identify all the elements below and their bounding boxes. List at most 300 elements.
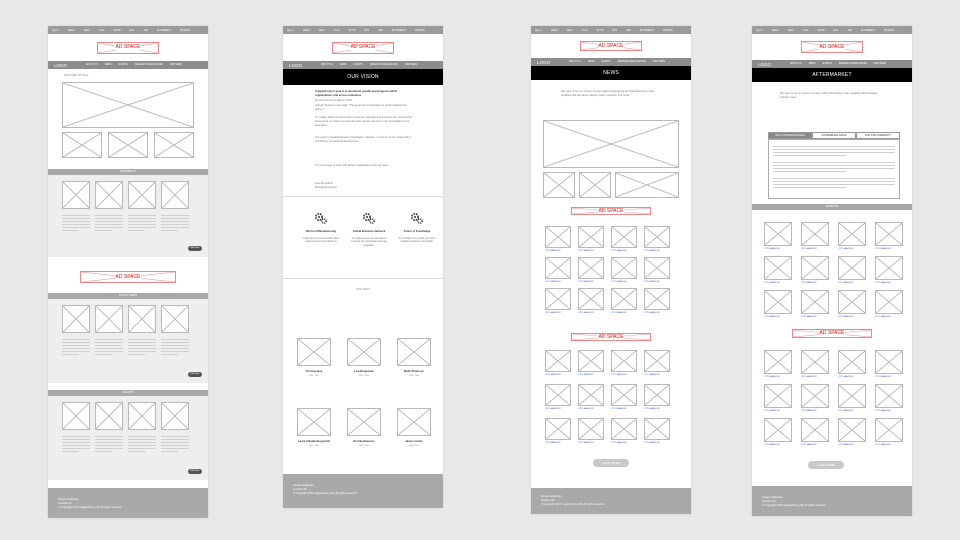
nav-item[interactable]: JOB (847, 28, 852, 32)
nav-item[interactable]: PRICING (414, 28, 425, 32)
text-line (95, 339, 123, 340)
text-line (161, 448, 189, 449)
footer-copyright: © Copyright 2019 Copperthorny AB | All rights reserved (762, 504, 826, 507)
article-image[interactable] (801, 290, 829, 314)
article-image[interactable] (545, 350, 571, 372)
card-image[interactable] (62, 181, 90, 209)
text-line (95, 351, 123, 352)
article-image[interactable] (875, 350, 903, 374)
text-line (161, 439, 189, 440)
article-tag[interactable]: #TITLEARROW (611, 442, 627, 444)
footer-contact[interactable]: Contact info (58, 502, 72, 505)
article-image[interactable] (801, 418, 829, 442)
nav-item[interactable]: FREE (771, 28, 779, 32)
text-line (773, 184, 895, 185)
article-image[interactable] (801, 256, 829, 280)
text-line (161, 215, 189, 216)
article-image[interactable] (644, 384, 670, 406)
text-line (128, 227, 156, 228)
text-line (128, 436, 156, 437)
article-image[interactable] (838, 350, 866, 374)
wireframe-home (48, 26, 208, 518)
article-image[interactable] (801, 222, 829, 246)
team-photo[interactable] (297, 338, 331, 366)
text-line (62, 339, 90, 340)
page-title: NEWS (531, 66, 691, 80)
text-line (62, 445, 90, 446)
nav-item[interactable]: FREE (302, 28, 310, 32)
nav-item[interactable]: sign in (52, 28, 59, 32)
team-member-role: CEO, Title (409, 375, 419, 377)
footer-contact[interactable]: Contact info (293, 488, 307, 491)
article-image[interactable] (611, 257, 637, 279)
nav-item[interactable]: SHOP (348, 28, 356, 32)
nav-item[interactable]: EVE (364, 28, 370, 32)
team-member-name: Laura Claudia Bergström (297, 440, 331, 443)
vision-paragraph: On a daily basis we strive hard to improve, develop and innovate our conferences and events. In order to ensure the best results, we rely on the knowledge of our attendees. (315, 116, 412, 127)
article-image[interactable] (875, 222, 903, 246)
nav-item[interactable]: EVE (833, 28, 839, 32)
article-image[interactable] (764, 256, 792, 280)
article-image[interactable] (764, 350, 792, 374)
article-tag[interactable]: #TITLEARROW (875, 316, 891, 318)
menu-item[interactable]: NEWS (104, 64, 112, 66)
sub-article-image[interactable] (108, 132, 148, 158)
events-section (48, 390, 208, 480)
card-image[interactable] (161, 181, 189, 209)
article-image[interactable] (875, 384, 903, 408)
article-image[interactable] (644, 350, 670, 372)
article-tag[interactable]: #TITLEARROW (838, 316, 854, 318)
menu-item[interactable]: EVENTS (822, 63, 832, 65)
menu-item[interactable]: RESEARCH/RESOURCES (369, 64, 398, 66)
menu-item[interactable]: NEWS (587, 61, 595, 63)
ad-row (48, 267, 208, 287)
ad-space[interactable] (801, 41, 863, 53)
team-photo[interactable] (297, 408, 331, 436)
ad-label: AD SPACE (115, 44, 141, 50)
article-tag[interactable]: #TITLEARROW (611, 281, 627, 283)
nav-item[interactable]: sign in (535, 28, 542, 32)
tab-join-community[interactable]: JOIN THE COMMUNITY (856, 132, 900, 139)
article-tag[interactable]: #TITLEARROW (644, 408, 660, 410)
page-title: AFTERMARKET (752, 68, 912, 82)
article-image[interactable] (611, 350, 637, 372)
article-image[interactable] (875, 256, 903, 280)
ad-space[interactable] (792, 329, 872, 338)
article-image[interactable] (838, 256, 866, 280)
text-line (128, 345, 156, 346)
article-tag[interactable]: #TITLEARROW (545, 374, 561, 376)
team-member-role: CEO, Title (309, 445, 319, 447)
article-tag[interactable]: #TITLEARROW (875, 376, 891, 378)
text-line (62, 342, 90, 343)
nav-item[interactable]: sign in (287, 28, 294, 32)
article-image[interactable] (838, 418, 866, 442)
article-image[interactable] (801, 384, 829, 408)
article-tag[interactable]: #TITLEARROW (644, 374, 660, 376)
text-line (161, 230, 178, 231)
article-tag[interactable]: #TITLEARROW (764, 444, 780, 446)
article-image[interactable] (644, 288, 670, 310)
article-tag[interactable]: #TITLEARROW (644, 281, 660, 283)
footer-social[interactable]: Social media links (762, 496, 783, 499)
ad-space[interactable] (571, 207, 651, 215)
menu-item[interactable]: ABOUT US (569, 61, 581, 63)
nav-item[interactable]: JOB (143, 28, 148, 32)
nav-item[interactable]: SPEC (566, 28, 573, 32)
logo-bar (48, 61, 208, 69)
nav-item[interactable]: TALK (98, 28, 105, 32)
menu-item[interactable]: RESEARCH/RESOURCES (838, 63, 867, 65)
load-more-button[interactable]: LOAD MORE (593, 459, 629, 467)
text-line (773, 168, 895, 169)
article-tag[interactable]: #TITLEARROW (545, 281, 561, 283)
featured-news-image[interactable] (543, 120, 679, 168)
article-image[interactable] (838, 222, 866, 246)
nav-item[interactable]: FREE (67, 28, 75, 32)
view-all-button[interactable]: VIEW ALL (188, 372, 202, 377)
team-member-name: Lisa Bergström (354, 370, 374, 373)
nav-item[interactable]: PRICING (179, 28, 190, 32)
nav-item[interactable]: ECOMMENT (391, 28, 406, 32)
text-line (95, 221, 123, 222)
section-label: ARTICLES (752, 204, 912, 210)
text-line (95, 348, 123, 349)
article-image[interactable] (578, 384, 604, 406)
article-image[interactable] (578, 226, 604, 248)
ad-space[interactable] (80, 271, 176, 283)
text-line (62, 221, 90, 222)
card-image[interactable] (95, 305, 123, 333)
article-tag[interactable]: #TITLEARROW (578, 281, 594, 283)
article-image[interactable] (545, 288, 571, 310)
card-image[interactable] (128, 305, 156, 333)
article-image[interactable] (611, 226, 637, 248)
article-image[interactable] (578, 288, 604, 310)
card-image[interactable] (62, 402, 90, 430)
menu-item[interactable]: PARTNERS (873, 63, 887, 65)
feature-text: Copperthorny is the specialist within engineering and manufacturing. (302, 238, 340, 244)
article-tag[interactable]: #TITLEARROW (764, 248, 780, 250)
article-tag[interactable]: #TITLEARROW (578, 442, 594, 444)
menu-item[interactable]: EVENTS (601, 61, 611, 63)
menu-item[interactable]: NEWS (808, 63, 816, 65)
footer (531, 488, 691, 514)
text-line (95, 439, 123, 440)
article-tag[interactable]: #TITLEARROW (801, 316, 817, 318)
text-line (773, 178, 895, 179)
text-line (62, 351, 90, 352)
article-tag[interactable]: #TITLEARROW (545, 312, 561, 314)
article-tag[interactable]: #TITLEARROW (578, 374, 594, 376)
article-image[interactable] (578, 350, 604, 372)
top-nav (48, 26, 208, 34)
text-line (95, 224, 123, 225)
article-image[interactable] (838, 290, 866, 314)
featured-image[interactable] (62, 82, 194, 128)
article-tag[interactable]: #TITLEARROW (764, 410, 780, 412)
aftermarket-intro: We want to be our source of news within Aftermarket. Stay updated with the latest industry news. (780, 92, 878, 99)
article-image[interactable] (611, 418, 637, 440)
nav-item[interactable]: TALK (333, 28, 340, 32)
vision-paragraph: Our event is headquartered in Stockholm, Sweden, in one of our key cities with a rich history of industrial development. (315, 136, 412, 143)
card-image[interactable] (62, 305, 90, 333)
latest-news-section (48, 293, 208, 383)
news-image[interactable] (615, 172, 679, 198)
text-line (161, 348, 189, 349)
wireframe-aftermarket (752, 26, 912, 516)
text-line (95, 448, 123, 449)
text-line (62, 345, 90, 346)
news-blog-section (48, 169, 208, 257)
nav-item[interactable]: SHOP (113, 28, 121, 32)
nav-item[interactable]: EVE (129, 28, 135, 32)
article-tag[interactable]: #TITLEARROW (801, 282, 817, 284)
nav-item[interactable]: sign in (756, 28, 763, 32)
article-tag[interactable]: #TITLEARROW (838, 376, 854, 378)
ad-header (48, 34, 208, 61)
team-member-name: Thomas Ipsa (305, 370, 323, 373)
news-image[interactable] (543, 172, 575, 198)
footer-contact[interactable]: Contact info (541, 499, 555, 502)
article-tag[interactable]: #TITLEARROW (545, 250, 561, 252)
news-image[interactable] (579, 172, 611, 198)
sub-article-image[interactable] (62, 132, 102, 158)
ad-space[interactable] (571, 333, 651, 341)
article-tag[interactable]: #TITLEARROW (801, 410, 817, 412)
team-member-role: CEO, Title (359, 375, 369, 377)
article-tag[interactable]: #TITLEARROW (838, 410, 854, 412)
ad-space[interactable] (580, 41, 642, 51)
article-tag[interactable]: #TITLEARROW (875, 282, 891, 284)
top-nav (752, 26, 912, 34)
logo[interactable]: LOGO (289, 62, 303, 68)
text-line (95, 451, 112, 452)
article-tag[interactable]: #TITLEARROW (578, 408, 594, 410)
card-image[interactable] (161, 402, 189, 430)
article-tag[interactable]: #TITLEARROW (611, 312, 627, 314)
article-tag[interactable]: #TITLEARROW (545, 442, 561, 444)
tab-conference-dates[interactable]: CONFERENCE DATES (812, 132, 856, 139)
article-image[interactable] (545, 226, 571, 248)
article-image[interactable] (611, 384, 637, 406)
text-line (773, 171, 846, 172)
load-more-button[interactable]: LOAD MORE (808, 461, 844, 469)
ad-label: AD SPACE (819, 43, 845, 50)
article-image[interactable] (764, 418, 792, 442)
text-line (128, 354, 145, 355)
tab-solutions[interactable]: SOLUTIONS/RESOURCES (768, 132, 812, 139)
article-tag[interactable]: #TITLEARROW (611, 374, 627, 376)
nav-item[interactable]: PRICING (883, 28, 894, 32)
article-tag[interactable]: #TITLEARROW (545, 408, 561, 410)
menu-item[interactable]: EVENTS (118, 64, 128, 66)
nav-item[interactable]: JOB (626, 28, 631, 32)
article-tag[interactable]: #TITLEARROW (764, 282, 780, 284)
team-photo[interactable] (347, 408, 381, 436)
article-tag[interactable]: #TITLEARROW (611, 250, 627, 252)
article-image[interactable] (644, 257, 670, 279)
article-tag[interactable]: #TITLEARROW (578, 250, 594, 252)
menu-item[interactable]: PARTNERS (652, 61, 666, 63)
text-line (128, 218, 156, 219)
article-tag[interactable]: #TITLEARROW (644, 442, 660, 444)
menu-item[interactable]: RESEARCH/RESOURCES (617, 61, 646, 63)
footer-social[interactable]: Social media links (58, 498, 79, 501)
article-image[interactable] (801, 350, 829, 374)
team-member-name: Malin Petterson (403, 370, 424, 373)
article-image[interactable] (578, 418, 604, 440)
feature-title: Power of Knowledge (403, 230, 431, 233)
feature-text: Our global events and specialized meetings give knowledge base and inspiration. (351, 238, 387, 247)
text-line (95, 345, 123, 346)
nav-item[interactable]: FREE (550, 28, 558, 32)
ad-space[interactable] (97, 42, 159, 54)
footer-social[interactable]: Social media links (293, 484, 314, 487)
text-line (62, 224, 90, 225)
nav-item[interactable]: SPEC (787, 28, 794, 32)
text-line (62, 348, 90, 349)
nav-item[interactable]: TALK (581, 28, 588, 32)
team-photo[interactable] (397, 408, 431, 436)
team-label: OUR TEAM (356, 288, 370, 291)
nav-item[interactable]: SHOP (596, 28, 604, 32)
article-tag[interactable]: #TITLEARROW (875, 444, 891, 446)
article-tag[interactable]: #TITLEARROW (578, 312, 594, 314)
card-image[interactable] (161, 305, 189, 333)
article-image[interactable] (644, 418, 670, 440)
article-image[interactable] (545, 257, 571, 279)
article-tag[interactable]: #TITLEARROW (644, 312, 660, 314)
ad-label: AD SPACE (819, 329, 845, 336)
menu-item[interactable]: ABOUT US (86, 64, 98, 66)
article-image[interactable] (644, 226, 670, 248)
article-image[interactable] (875, 418, 903, 442)
nav-item[interactable]: SHOP (817, 28, 825, 32)
card-image[interactable] (128, 181, 156, 209)
article-tag[interactable]: #TITLEARROW (801, 444, 817, 446)
ad-space[interactable] (332, 42, 394, 54)
nav-item[interactable]: SPEC (318, 28, 325, 32)
nav-item[interactable]: PRICING (662, 28, 673, 32)
view-all-button[interactable]: VIEW ALL (188, 246, 202, 251)
article-image[interactable] (611, 288, 637, 310)
article-tag[interactable]: #TITLEARROW (801, 248, 817, 250)
gear-icon (361, 210, 377, 226)
footer-contact[interactable]: Contact info (762, 500, 776, 503)
ad-row (531, 204, 691, 218)
card-image[interactable] (128, 402, 156, 430)
article-tag[interactable]: #TITLEARROW (764, 316, 780, 318)
text-line (128, 439, 156, 440)
article-tag[interactable]: #TITLEARROW (644, 250, 660, 252)
nav-item[interactable]: ECOMMENT (156, 28, 171, 32)
logo[interactable]: LOGO (537, 59, 551, 65)
article-image[interactable] (545, 418, 571, 440)
text-line (161, 221, 189, 222)
view-all-button[interactable]: VIEW ALL (188, 469, 202, 474)
article-tag[interactable]: #TITLEARROW (875, 248, 891, 250)
article-tag[interactable]: #TITLEARROW (764, 376, 780, 378)
text-line (128, 448, 156, 449)
menu-item[interactable]: ABOUT US (790, 63, 802, 65)
tab-panel (768, 139, 900, 199)
logo-bar (531, 58, 691, 66)
footer-social[interactable]: Social media links (541, 495, 562, 498)
team-member-role: CEO, Title (409, 445, 419, 447)
menu-item[interactable]: RESEARCH/RESOURCES (134, 64, 163, 66)
menu-item[interactable]: PARTNERS (404, 64, 418, 66)
nav-item[interactable]: EVE (612, 28, 618, 32)
article-tag[interactable]: #TITLEARROW (875, 410, 891, 412)
text-line (62, 215, 90, 216)
text-line (161, 442, 189, 443)
ad-row (531, 330, 691, 344)
logo-bar (283, 61, 443, 69)
text-line (95, 445, 123, 446)
text-line (161, 445, 189, 446)
team-photo[interactable] (397, 338, 431, 366)
menu-item[interactable]: ABOUT US (321, 64, 333, 66)
featured-label: FEATURED ARTICLE (64, 74, 89, 77)
menu-item[interactable]: EVENTS (353, 64, 363, 66)
text-line (161, 354, 178, 355)
menu-item[interactable]: NEWS (339, 64, 347, 66)
article-image[interactable] (875, 290, 903, 314)
article-image[interactable] (545, 384, 571, 406)
nav-item[interactable]: JOB (378, 28, 383, 32)
text-line (62, 439, 90, 440)
menu-item[interactable]: PARTNERS (169, 64, 183, 66)
nav-item[interactable]: ECOMMENT (860, 28, 875, 32)
text-line (161, 227, 189, 228)
text-line (161, 339, 189, 340)
sub-article-image[interactable] (154, 132, 194, 158)
card-image[interactable] (95, 402, 123, 430)
logo[interactable]: LOGO (54, 62, 68, 68)
article-tag[interactable]: #TITLEARROW (801, 376, 817, 378)
text-line (62, 436, 90, 437)
footer-copyright: © Copyright 2019 Copperthorny AB | All rights reserved (293, 492, 357, 495)
article-tag[interactable]: #TITLEARROW (838, 248, 854, 250)
footer (283, 474, 443, 508)
ad-label: AD SPACE (598, 207, 624, 214)
text-line (128, 442, 156, 443)
team-member-name: Janne Coulon (405, 440, 423, 443)
nav-item[interactable]: ECOMMENT (639, 28, 654, 32)
article-image[interactable] (764, 222, 792, 246)
article-image[interactable] (838, 384, 866, 408)
ad-label: AD SPACE (350, 44, 376, 50)
article-tag[interactable]: #TITLEARROW (611, 408, 627, 410)
nav-item[interactable]: SPEC (83, 28, 90, 32)
nav-item[interactable]: TALK (802, 28, 809, 32)
article-tag[interactable]: #TITLEARROW (838, 282, 854, 284)
text-line (95, 215, 123, 216)
article-image[interactable] (578, 257, 604, 279)
gear-icon (409, 210, 425, 226)
article-tag[interactable]: #TITLEARROW (838, 444, 854, 446)
text-line (95, 436, 123, 437)
card-image[interactable] (95, 181, 123, 209)
text-line (128, 348, 156, 349)
text-line (95, 227, 123, 228)
article-image[interactable] (764, 290, 792, 314)
article-image[interactable] (764, 384, 792, 408)
logo[interactable]: LOGO (758, 61, 772, 67)
team-photo[interactable] (347, 338, 381, 366)
